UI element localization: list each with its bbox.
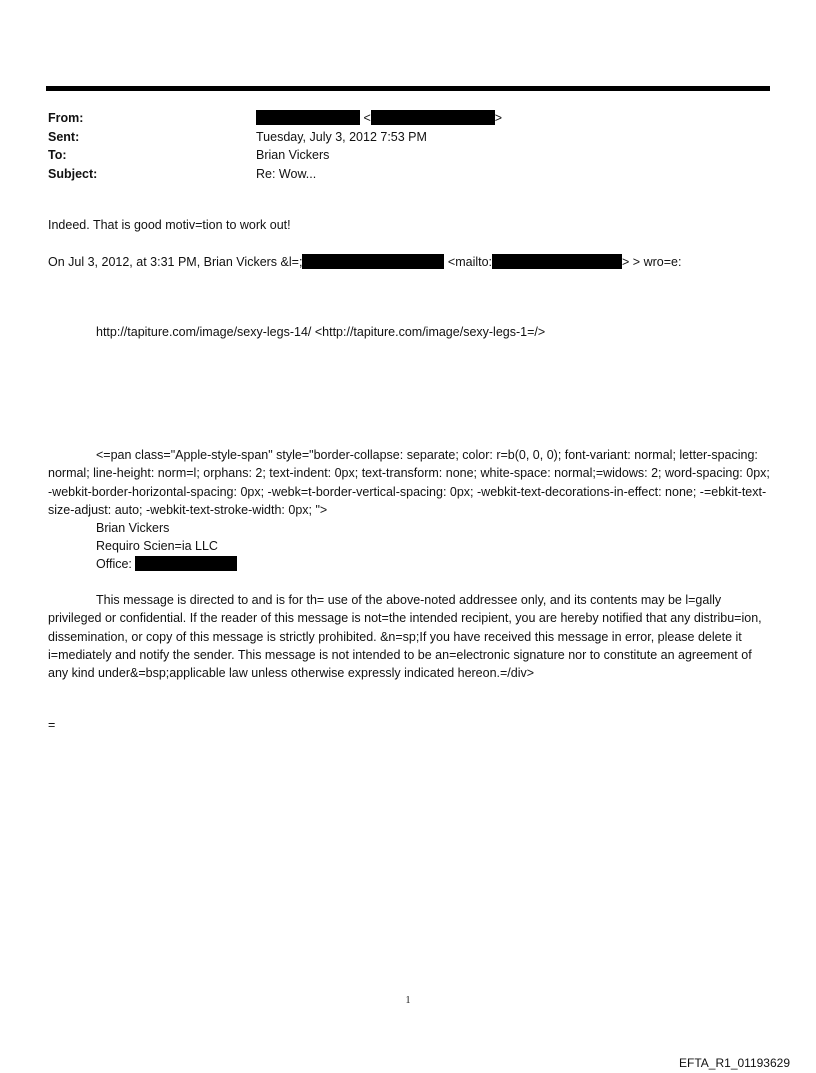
from-value: < > (256, 109, 502, 128)
redaction-box (302, 254, 444, 269)
span-paragraph: <=pan class="Apple-style-span" style="border-collapse: separate; color: r=b(0, 0, 0); font-variant: normal; letter-spacing: normal; line-height: norm=l; orphans: 2; text-indent: 0px; text-transform: none; white-space: normal;=widows: 2; word-spacing: 0px; -webkit-border-horizontal-spacing: 0px; -webk=t-border-vertical-spacing: 0px; -webkit-text-decorations-in-effect: none; -=ebkit-text-size-adjust: auto; -webkit-text-stroke-width: 0px; "> (48, 448, 770, 517)
sent-label: Sent: (48, 129, 80, 144)
reply-line: Indeed. That is good motiv=tion to work out! (48, 218, 291, 232)
header-rule (46, 86, 770, 91)
redaction-box (371, 110, 495, 125)
sent-value: Tuesday, July 3, 2012 7:53 PM (256, 129, 427, 144)
subject-label: Subject: (48, 166, 98, 181)
signature-company: Requiro Scien=ia LLC (96, 539, 218, 553)
disclaimer-paragraph: This message is directed to and is for th= use of the above-noted addressee only, and its contents may be l=gally privileged or confidential. If the reader of this message is not=the intended recipient, you are hereby notified that any distribu=ion, dissemination, or copy of this message is strictly prohibited. &n=sp;If you have received this message in error, please delete it i=mediately and notify the sender. This message is not intended to be an=electronic signature nor to constitute an agreement of any kind under&=bsp;applicable law unless otherwise expressly indicated hereon.=/div> (48, 593, 762, 681)
signature-office: Office: (96, 555, 237, 573)
page-number: 1 (405, 995, 411, 1006)
document-id: EFTA_R1_01193629 (679, 1056, 790, 1070)
to-value: Brian Vickers (256, 148, 330, 162)
from-label: From: (48, 111, 84, 125)
signature-name: Brian Vickers (96, 521, 170, 535)
to-label: To: (48, 148, 67, 162)
redaction-box (256, 110, 360, 125)
subject-value: Re: Wow... (256, 166, 317, 181)
redaction-box (135, 556, 237, 571)
link-line: http://tapiture.com/image/sexy-legs-14/ <http://tapiture.com/image/sexy-legs-1=/> (96, 325, 546, 339)
signature-block (96, 519, 237, 573)
redaction-box (492, 254, 622, 269)
quote-header: On Jul 3, 2012, at 3:31 PM, Brian Vickers &l=; <mailto: > > wro=e: (48, 255, 682, 269)
trailing-equals: = (48, 718, 56, 732)
